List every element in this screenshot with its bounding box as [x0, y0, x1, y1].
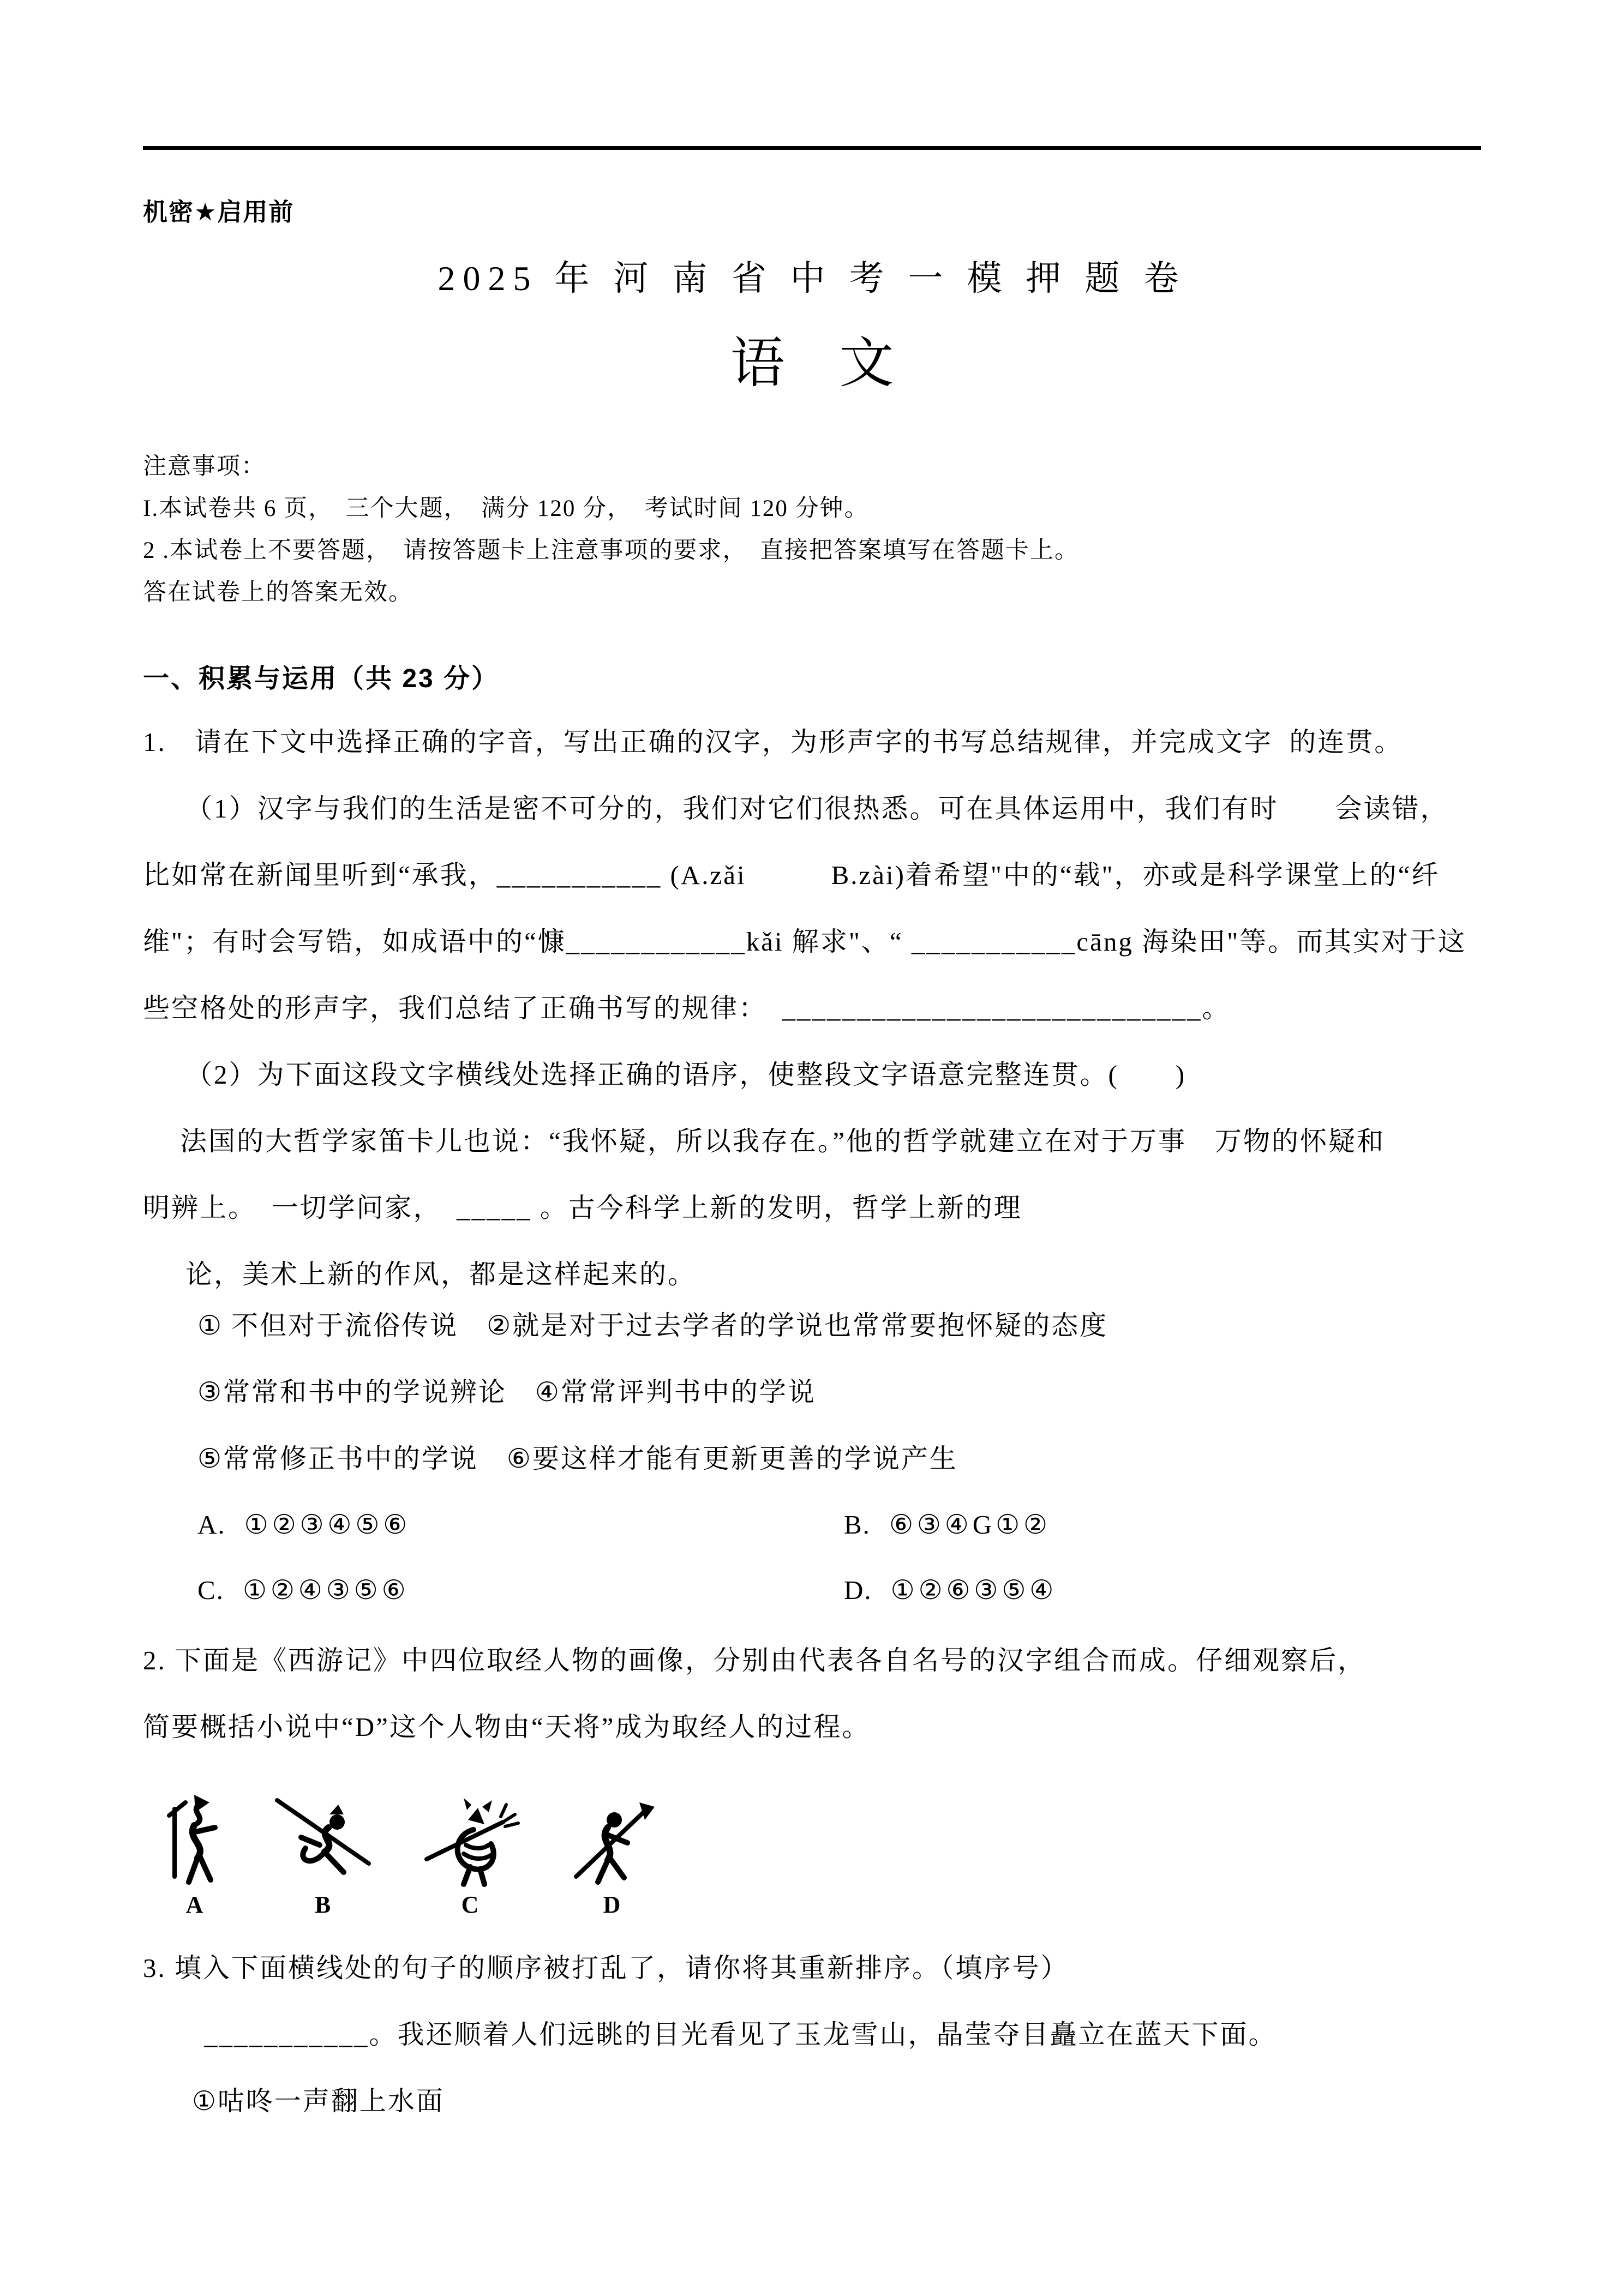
- notice-section: [143, 446, 1481, 614]
- q3-item-1: ①咕咚一声翻上水面: [192, 2086, 445, 2116]
- q1-option-a-value: ①②③④⑤⑥: [244, 1510, 411, 1540]
- q1-stem: 1. 请在下文中选择正确的字音，写出正确的汉字，为形声字的书写总结规律，并完成文字 的连贯。: [143, 727, 1403, 757]
- q2-stem-line-2: 简要概括小说中“D”这个人物由“天将”成为取经人的过程。: [143, 1712, 871, 1742]
- q1-option-a: [197, 1492, 844, 1558]
- subject-title: 语 文: [730, 333, 894, 394]
- journey-figure-c-image: [416, 1796, 525, 1888]
- notice-line-2: 2 .本试卷上不要答题， 请按答题卡上注意事项的要求， 直接把答案填写在答题卡上。: [143, 538, 1079, 563]
- q1-items-line-3: ⑤常常修正书中的学说 ⑥要这样才能有更新更善的学说产生: [197, 1444, 958, 1474]
- q1-option-b-label: B.: [844, 1510, 871, 1540]
- q1-part1-line-4: 些空格处的形声字，我们总结了正确书写的规律： ____________________________。: [143, 993, 1231, 1023]
- q1-option-c-label: C.: [197, 1575, 224, 1605]
- q1-items-line-2: ③常常和书中的学说辨论 ④常常评判书中的学说: [197, 1377, 816, 1407]
- q1-option-d-value: ①②⑥③⑤④: [890, 1575, 1058, 1605]
- q1-sentence-items: [143, 1293, 1481, 1492]
- exam-title: 2025 年 河 南 省 中 考 一 模 押 题 卷: [438, 259, 1186, 298]
- q3-line-1: ___________。我还顺着人们远眺的目光看见了玉龙雪山，晶莹夺目矗立在蓝天下面。: [204, 2019, 1277, 2049]
- notice-heading: 注意事项：: [143, 454, 266, 479]
- figure-label-c: C: [461, 1891, 480, 1918]
- q1-option-c: [197, 1558, 844, 1623]
- q1-option-c-value: ①②④③⑤⑥: [242, 1575, 410, 1605]
- figure-label-d: D: [603, 1891, 621, 1918]
- q1-part2-line-4: 论，美术上新的作风，都是这样起来的。: [185, 1259, 697, 1289]
- question-3: [143, 1935, 1481, 2135]
- journey-figure-d-image: [563, 1794, 661, 1888]
- q1-option-b-value: ⑥③④G①②: [889, 1510, 1051, 1540]
- journey-figure-a-image: [159, 1789, 230, 1888]
- q3-stem: 3. 填入下面横线处的句子的顺序被打乱了，请你将其重新排序。（填序号）: [143, 1953, 1069, 1983]
- q1-part2-line-2: 法国的大哲学家笛卡儿也说：“我怀疑，所以我存在。”他的哲学就建立在对于万事 万物的怀疑和: [180, 1126, 1385, 1156]
- q1-option-b: [844, 1492, 1481, 1558]
- journey-figure-b: [268, 1794, 377, 1919]
- journey-figure-d: [563, 1794, 661, 1919]
- top-horizontal-rule: [143, 146, 1481, 150]
- classification-label: 机密★启用前: [143, 198, 295, 226]
- q1-part1-line-2: 比如常在新闻里听到“承我，___________ (A.zǎi B.zài)着希望"中的“载"，亦或是科学课堂上的“纤: [143, 860, 1440, 890]
- notice-line-3: 答在试卷上的答案无效。: [143, 580, 413, 605]
- q1-option-a-label: A.: [197, 1510, 226, 1540]
- q1-items-line-1: ① 不但对于流俗传说 ②就是对于过去学者的学说也常常要抱怀疑的态度: [197, 1311, 1108, 1341]
- notice-line-1: I.本试卷共 6 页， 三个大题， 满分 120 分， 考试时间 120 分钟。: [143, 496, 869, 521]
- question-2: [143, 1627, 1481, 1919]
- journey-figure-b-image: [268, 1794, 377, 1888]
- journey-figure-c: [416, 1796, 525, 1919]
- figure-label-a: A: [185, 1891, 204, 1918]
- q1-part2-line-3: 明辨上。 一切学问家， _____ 。古今科学上新的发明，哲学上新的理: [143, 1193, 1022, 1223]
- q1-part2-line-1: （2）为下面这段文字横线处选择正确的语序，使整段文字语意完整连贯。( ): [185, 1060, 1186, 1090]
- question-1: [143, 709, 1481, 1623]
- q1-part1-line-3: 维"；有时会写锆，如成语中的“慷____________kǎi 解求"、“ ___________cāng 海染田"等。而其实对于这: [143, 927, 1467, 957]
- journey-figures: [159, 1790, 1481, 1919]
- q1-option-d-label: D.: [844, 1575, 872, 1605]
- q2-stem-line-1: 2. 下面是《西游记》中四位取经人物的画像，分别由代表各自名号的汉字组合而成。仔细观察后，: [143, 1645, 1367, 1675]
- figure-label-b: B: [314, 1891, 332, 1918]
- q1-options-row-1: [197, 1492, 1481, 1558]
- section-1-heading: 一、积累与运用（共 23 分）: [143, 664, 500, 693]
- journey-figure-a: [159, 1789, 230, 1919]
- q1-part1-line-1: （1）汉字与我们的生活是密不可分的，我们对它们很热悉。可在具体运用中，我们有时 会读错，: [185, 794, 1449, 824]
- q1-option-d: [844, 1558, 1481, 1623]
- q1-options-row-2: [197, 1558, 1481, 1623]
